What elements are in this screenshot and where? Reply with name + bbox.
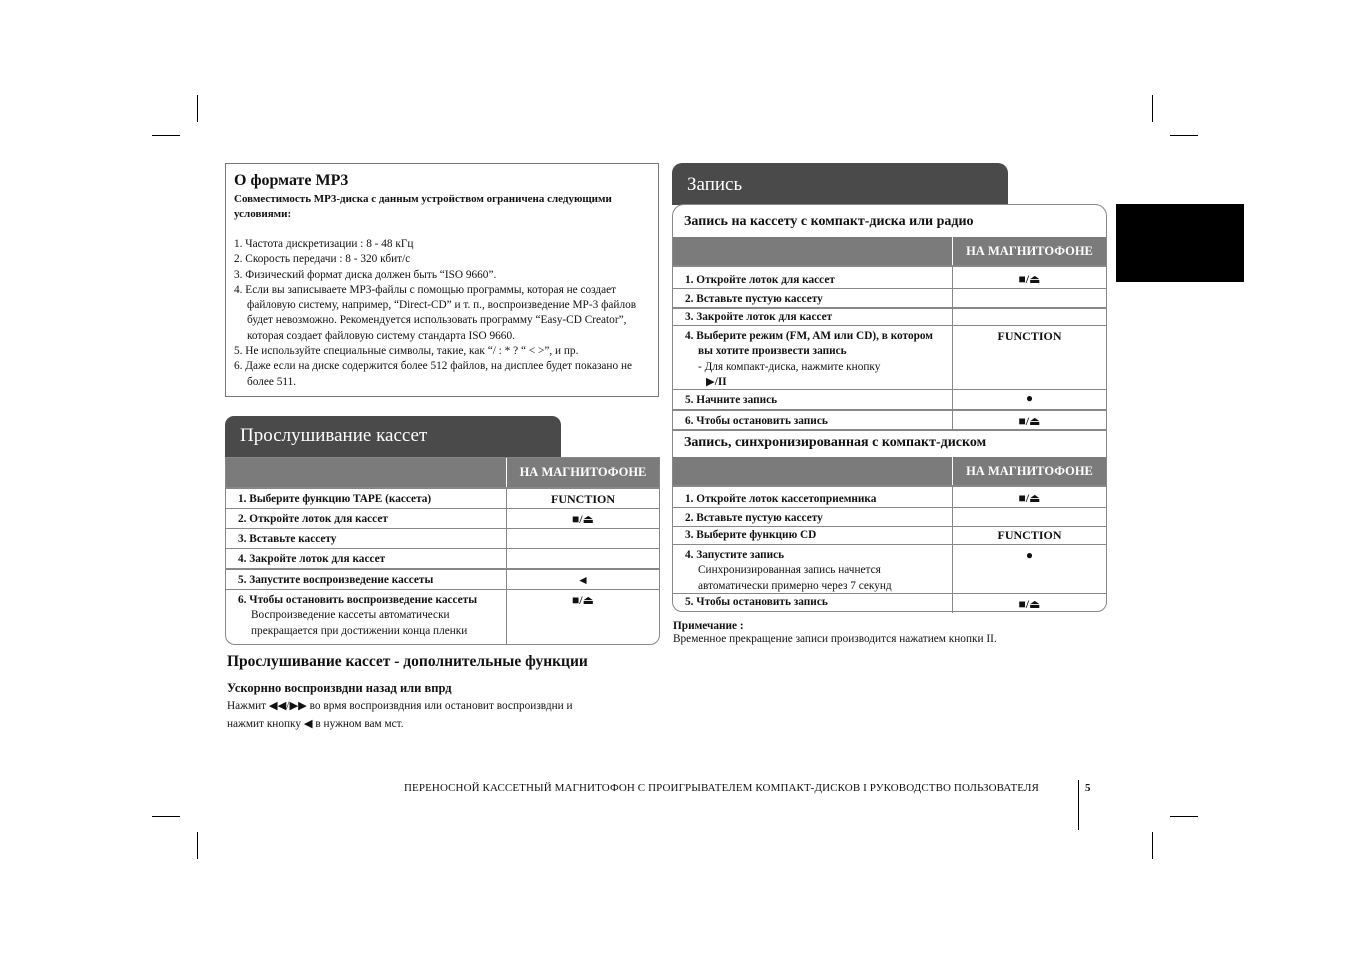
step-text: 4. Запустите запись	[685, 549, 785, 561]
crop-mark	[1170, 816, 1198, 817]
table-row	[226, 528, 659, 548]
list-item: 3. Физический формат диска должен быть “ISO 9660”.	[234, 268, 497, 281]
list-item: 2. Скорость передачи : 8 - 320 кбит/с	[234, 253, 411, 266]
step-text: 4. Закройте лоток для кассет	[238, 553, 386, 565]
action-text	[952, 289, 1106, 307]
table-row	[673, 507, 1106, 526]
crop-mark	[152, 135, 180, 136]
record-tables	[672, 204, 1107, 612]
column-header: НА МАГНИТОФОНЕ	[952, 237, 1106, 265]
section-divider	[673, 429, 1106, 457]
extra-title: Прослушивание кассет - дополнительные функции	[227, 653, 588, 670]
table-row	[226, 487, 659, 508]
step-text: 3. Закройте лоток для кассет	[685, 311, 833, 323]
table-header	[673, 457, 1106, 485]
step-text: 5. Чтобы остановить запись	[685, 596, 828, 608]
note-text: Временное прекращение записи производится нажатием кнопки II.	[673, 633, 997, 645]
table-row	[226, 548, 659, 568]
step-text: 1. Выберите функцию TAPE (кассета)	[238, 493, 432, 505]
step-note: - Для компакт-диска, нажмите кнопку	[698, 360, 881, 373]
stop-eject-icon: ■/⏏	[506, 509, 659, 528]
record-section2-title: Запись, синхронизированная с компакт-диском	[684, 435, 987, 450]
step-cell	[673, 326, 953, 389]
table-header	[226, 458, 659, 487]
table-row	[673, 325, 1106, 389]
list-item: 1. Частота дискретизации : 8 - 48 кГц	[234, 238, 414, 250]
table-row	[673, 265, 1106, 288]
step-text: 2. Откройте лоток для кассет	[238, 513, 388, 525]
stop-eject-icon: ■/⏏	[952, 487, 1106, 507]
step-text: 1. Откройте лоток для кассет	[685, 274, 835, 286]
note-label: Примечание :	[673, 620, 744, 632]
record-section-tab	[672, 163, 1008, 205]
table-row	[673, 485, 1106, 507]
step-note: Воспроизведение кассеты автоматически прекращается при достижении конца пленки	[251, 609, 468, 637]
step-text: 2. Вставьте пустую кассету	[685, 512, 823, 524]
action-text	[506, 529, 659, 548]
crop-mark	[197, 95, 198, 122]
step-text: 5. Запустите воспроизведение кассеты	[238, 574, 434, 586]
record-icon: ●	[952, 390, 1106, 409]
step-text: 6. Чтобы остановить запись	[685, 415, 828, 427]
table-row	[673, 307, 1106, 325]
stop-eject-icon: ■/⏏	[952, 267, 1106, 288]
table-row	[673, 544, 1106, 593]
mp3-info-box	[225, 163, 659, 397]
playback-section-tab	[225, 416, 561, 458]
crop-mark	[197, 832, 198, 859]
step-text: 5. Начните запись	[685, 394, 778, 406]
extra-text-line1: Нажмит ◀◀/▶▶ во врмя воспроизвдния или остановит воспроизвдни и	[227, 700, 573, 712]
record-icon: ●	[952, 545, 1106, 593]
table-row	[226, 568, 659, 589]
list-item: 5. Не используйте специальные символы, такие, как “/ : * ? “ < >”, и пр.	[234, 345, 579, 358]
step-note: Синхронизированная запись начнется автоматически примерно через 7 секунд	[698, 564, 892, 592]
step-text: 3. Вставьте кассету	[238, 533, 337, 545]
action-text: FUNCTION	[952, 326, 1106, 389]
table-row	[673, 389, 1106, 409]
step-text: 1. Откройте лоток кассетоприемника	[685, 493, 877, 505]
mp3-conditions-list	[234, 237, 654, 390]
step-text: 2. Вставьте пустую кассету	[685, 293, 823, 305]
stop-eject-icon: ■/⏏	[952, 411, 1106, 429]
table-row	[226, 508, 659, 528]
stop-eject-icon: ■/⏏	[506, 590, 659, 645]
crop-mark	[1152, 832, 1153, 859]
table-row	[673, 288, 1106, 307]
footer-text: ПЕРЕНОСНОЙ КАССЕТНЫЙ МАГНИТОФОН С ПРОИГРЫВАТЕЛЕМ КОМПАКТ-ДИСКОВ I РУКОВОДСТВО ПОЛЬЗОВАТЕЛЯ	[404, 782, 1039, 794]
action-text	[506, 549, 659, 568]
play-pause-icon: ▶/II	[706, 375, 727, 388]
table-row	[673, 409, 1106, 429]
action-text	[952, 309, 1106, 325]
action-text: FUNCTION	[506, 489, 659, 508]
playback-section-title: Прослушивание кассет	[240, 425, 428, 446]
language-tab-block	[1116, 204, 1244, 282]
record-section1-title: Запись на кассету с компакт-диска или радио	[684, 214, 974, 229]
stop-eject-icon: ■/⏏	[952, 594, 1106, 613]
list-item: 6. Даже если на диске содержится более 512 файлов, на дисплее будет показано не более 511.	[234, 360, 633, 388]
table-header	[673, 237, 1106, 265]
mp3-subtitle: Совместимость MP3-диска с данным устройством ограничена следующими условиями:	[234, 193, 612, 220]
table-row	[673, 526, 1106, 544]
step-cell	[226, 590, 508, 645]
play-reverse-icon: ◄	[506, 570, 659, 589]
crop-mark	[1170, 135, 1198, 136]
column-header: НА МАГНИТОФОНЕ	[506, 458, 659, 487]
step-text: 4. Выберите режим (FM, AM или CD), в котором вы хотите произвести запись	[685, 330, 934, 358]
column-header: НА МАГНИТОФОНЕ	[952, 457, 1106, 485]
step-text: 3. Выберите функцию CD	[685, 529, 817, 541]
page-number: 5	[1085, 782, 1091, 794]
step-text: 6. Чтобы остановить воспроизведение кассеты	[238, 594, 478, 606]
crop-mark	[152, 816, 180, 817]
footer-divider	[1078, 780, 1079, 830]
table-row	[226, 589, 659, 645]
playback-table	[225, 457, 660, 645]
action-text: FUNCTION	[952, 527, 1106, 544]
extra-text-line2: нажмит кнопку ◀ в нужном вам мст.	[227, 718, 404, 730]
mp3-title: О формате MP3	[234, 172, 349, 189]
step-cell	[673, 545, 953, 593]
table-row	[673, 593, 1106, 613]
action-text	[952, 508, 1106, 526]
extra-subtitle: Ускорнно воспроизвдни назад или впрд	[227, 681, 452, 695]
crop-mark	[1152, 95, 1153, 122]
list-item: 4. Если вы записываете MP3-файлы с помощью программы, которая не создает файловую систему, например, “Direct-CD” и т. п., воспроизведение MP-3 файлов будет невозможно. Рекомендуется использовать программу “Easy-CD Creator”, которая создает файловую систему стандарта ISO 9660.	[234, 283, 637, 342]
record-section-title: Запись	[687, 174, 743, 195]
